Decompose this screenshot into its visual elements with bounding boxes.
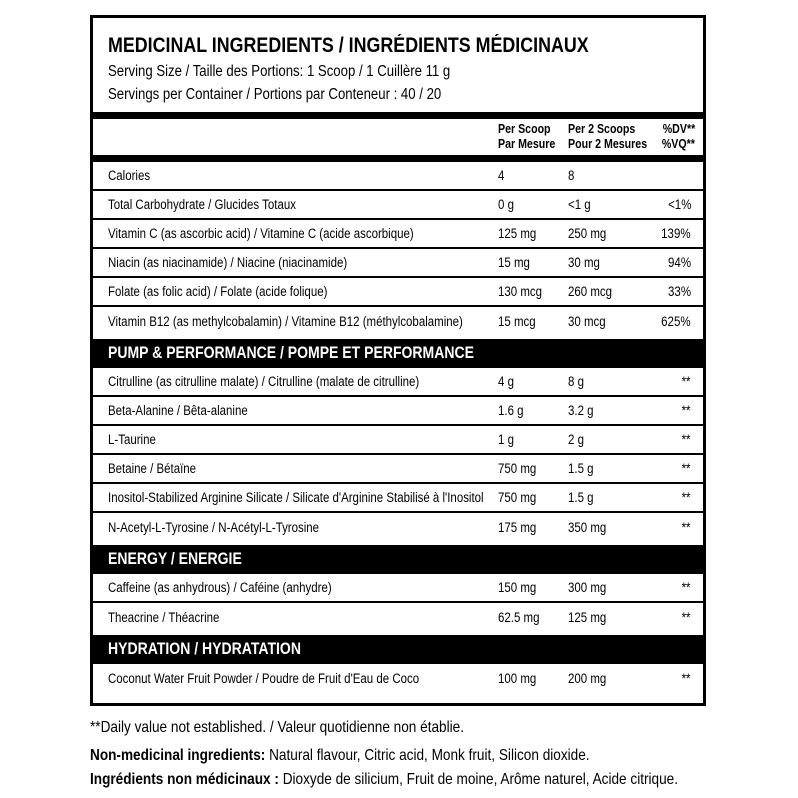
per-scoop-value: 1 g <box>498 432 514 447</box>
medicinal-ingredients-panel <box>90 15 706 706</box>
per-scoop-value: 750 mg <box>498 490 537 505</box>
per-scoop-value: 62.5 mg <box>498 610 540 625</box>
ingredient-row <box>93 307 703 336</box>
per-scoop-value: 1.6 g <box>498 403 524 418</box>
dv-value: ** <box>682 374 691 389</box>
header-divider-bar-bottom <box>93 155 703 162</box>
ingredient-name: Inositol-Stabilized Arginine Silicate / Silicate d'Arginine Stabilisé à l'Inositol <box>108 490 484 505</box>
per-scoop-value: 750 mg <box>498 461 537 476</box>
column-header-per-2-scoops: Per 2 Scoops Pour 2 Mesures <box>568 122 648 151</box>
ingredient-name: Calories <box>108 168 151 183</box>
ingredient-name: Citrulline (as citrulline malate) / Citrulline (malate de citrulline) <box>108 374 420 389</box>
ingredient-row <box>93 664 703 693</box>
ingredient-name: Coconut Water Fruit Powder / Poudre de Fruit d'Eau de Coco <box>108 671 420 686</box>
dv-value: ** <box>682 490 691 505</box>
per-2-scoops-value: <1 g <box>568 197 591 212</box>
section-header-energy: ENERGY / ENERGIE <box>93 545 703 574</box>
rows-group-pump-performance <box>93 368 703 542</box>
per-scoop-value: 4 <box>498 168 505 183</box>
ingredient-name: Vitamin B12 (as methylcobalamin) / Vitamine B12 (méthylcobalamine) <box>108 314 463 329</box>
ingredient-row <box>93 455 703 484</box>
ingredient-row <box>93 162 703 191</box>
per-2-scoops-value: 250 mg <box>568 226 607 241</box>
per-2-scoops-value: 30 mg <box>568 255 600 270</box>
dv-value: 139% <box>661 226 691 241</box>
section-header-hydration: HYDRATION / HYDRATATION <box>93 635 703 664</box>
servings-per-container-line: Servings per Container / Portions par Conteneur : 40 / 20 <box>108 86 442 103</box>
per-2-scoops-value: 260 mcg <box>568 284 613 299</box>
non-medicinal-en-label: Non-medicinal ingredients: <box>90 747 266 764</box>
per-2-scoops-value: 125 mg <box>568 610 607 625</box>
dv-value: ** <box>682 403 691 418</box>
ingredient-row <box>93 368 703 397</box>
ingredient-name: Niacin (as niacinamide) / Niacine (niacinamide) <box>108 255 348 270</box>
non-medicinal-en-text: Natural flavour, Citric acid, Monk fruit, Silicon dioxide. <box>265 747 590 764</box>
per-2-scoops-value: 8 g <box>568 374 584 389</box>
table-column-header <box>93 119 703 155</box>
ingredient-name: Caffeine (as anhydrous) / Caféine (anhydre) <box>108 580 332 595</box>
per-scoop-value: 0 g <box>498 197 514 212</box>
section-header-pump-performance: PUMP & PERFORMANCE / POMPE ET PERFORMANCE <box>93 339 703 368</box>
column-header-per-scoop: Per Scoop Par Mesure <box>498 122 556 151</box>
ingredient-row <box>93 220 703 249</box>
non-medicinal-ingredients-en <box>90 747 710 765</box>
dv-value: <1% <box>667 197 691 212</box>
ingredient-name: Folate (as folic acid) / Folate (acide folique) <box>108 284 328 299</box>
per-scoop-value: 150 mg <box>498 580 537 595</box>
panel-header <box>93 18 703 106</box>
ingredient-name: L-Taurine <box>108 432 156 447</box>
per-scoop-value: 125 mg <box>498 226 537 241</box>
ingredient-name: Betaine / Bétaïne <box>108 461 197 476</box>
dv-value: 94% <box>668 255 691 270</box>
per-scoop-value: 175 mg <box>498 520 537 535</box>
ingredient-row <box>93 191 703 220</box>
dv-value: 33% <box>668 284 691 299</box>
dv-value <box>656 168 691 183</box>
per-scoop-value: 15 mcg <box>498 314 536 329</box>
per-2-scoops-value: 350 mg <box>568 520 607 535</box>
serving-size-line: Serving Size / Taille des Portions: 1 Scoop / 1 Cuillère 11 g <box>108 63 451 80</box>
dv-value: 625% <box>661 314 691 329</box>
ingredient-row <box>93 484 703 513</box>
ingredient-name: N-Acetyl-L-Tyrosine / N-Acétyl-L-Tyrosine <box>108 520 320 535</box>
ingredient-row <box>93 397 703 426</box>
per-2-scoops-value: 1.5 g <box>568 461 594 476</box>
rows-group-vitamins <box>93 162 703 336</box>
per-scoop-value: 4 g <box>498 374 514 389</box>
dv-value: ** <box>682 461 691 476</box>
column-header-dv: %DV** %VQ** <box>661 122 695 151</box>
panel-title: MEDICINAL INGREDIENTS / INGRÉDIENTS MÉDICINAUX <box>108 34 589 57</box>
non-medicinal-ingredients-fr <box>90 771 710 789</box>
dv-value: ** <box>682 671 691 686</box>
non-medicinal-fr-label: Ingrédients non médicinaux : <box>90 771 279 788</box>
ingredient-name: Theacrine / Théacrine <box>108 610 220 625</box>
per-2-scoops-value: 8 <box>568 168 575 183</box>
ingredient-name: Beta-Alanine / Bêta-alanine <box>108 403 248 418</box>
dv-value: ** <box>682 520 691 535</box>
per-2-scoops-value: 3.2 g <box>568 403 594 418</box>
rows-group-hydration <box>93 664 703 693</box>
per-2-scoops-value: 30 mcg <box>568 314 606 329</box>
per-2-scoops-value: 1.5 g <box>568 490 594 505</box>
ingredient-row <box>93 278 703 307</box>
ingredient-row <box>93 513 703 542</box>
header-divider-bar-top <box>93 112 703 119</box>
dv-value: ** <box>682 432 691 447</box>
per-2-scoops-value: 300 mg <box>568 580 607 595</box>
ingredient-row <box>93 249 703 278</box>
per-scoop-value: 15 mg <box>498 255 530 270</box>
per-2-scoops-value: 200 mg <box>568 671 607 686</box>
per-2-scoops-value: 2 g <box>568 432 584 447</box>
dv-value: ** <box>682 580 691 595</box>
ingredient-row <box>93 426 703 455</box>
ingredient-name: Vitamin C (as ascorbic acid) / Vitamine C (acide ascorbique) <box>108 226 414 241</box>
non-medicinal-fr-text: Dioxyde de silicium, Fruit de moine, Arôme naturel, Acide citrique. <box>278 771 679 788</box>
per-scoop-value: 130 mcg <box>498 284 543 299</box>
per-scoop-value: 100 mg <box>498 671 537 686</box>
ingredient-row <box>93 574 703 603</box>
rows-group-energy <box>93 574 703 632</box>
ingredient-row <box>93 603 703 632</box>
dv-value: ** <box>682 610 691 625</box>
daily-value-footnote: **Daily value not established. / Valeur quotidienne non établie. <box>90 719 464 736</box>
ingredient-name: Total Carbohydrate / Glucides Totaux <box>108 197 296 212</box>
